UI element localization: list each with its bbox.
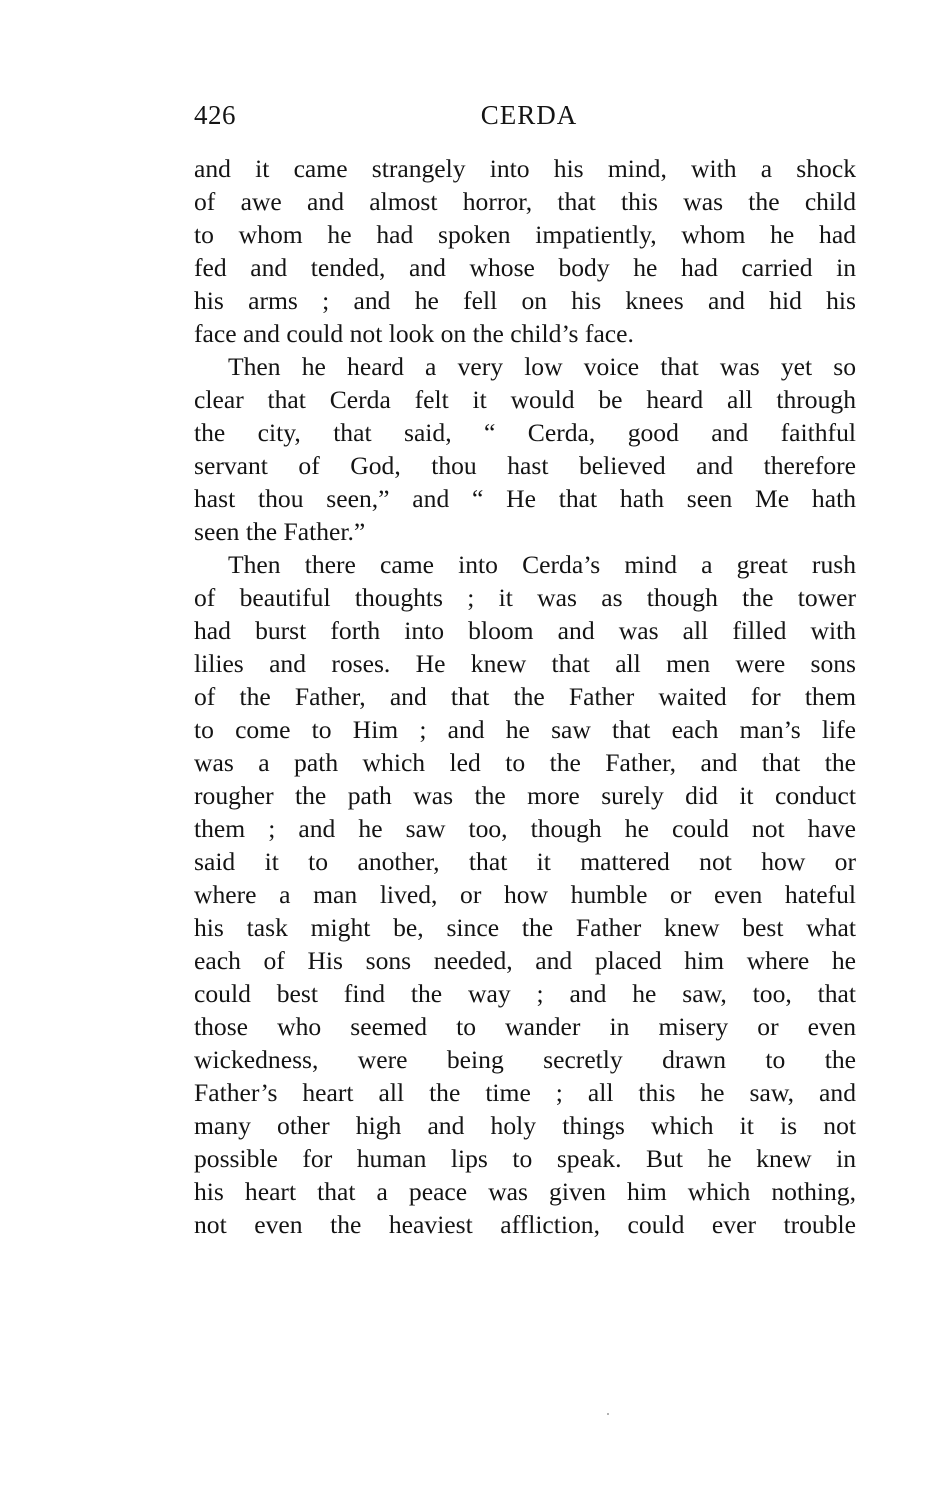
text-line: each of His sons needed, and placed him where he <box>194 946 856 975</box>
text-line: fed and tended, and whose body he had carried in <box>194 253 856 282</box>
text-line: his task might be, since the Father knew best what <box>194 913 856 942</box>
text-line: hast thou seen,” and “ He that hath seen Me hath <box>194 484 856 513</box>
text-line: of the Father, and that the Father waited for them <box>194 682 856 711</box>
text-line: the city, that said, “ Cerda, good and faithful <box>194 418 856 447</box>
running-head <box>194 98 856 132</box>
text-line: servant of God, thou hast believed and therefore <box>194 451 856 480</box>
body-text <box>194 152 856 1241</box>
text-line: clear that Cerda felt it would be heard all through <box>194 385 856 414</box>
text-line: his arms ; and he fell on his knees and hid his <box>194 286 856 315</box>
page-number: 426 <box>194 100 236 130</box>
text-line: rougher the path was the more surely did it conduct <box>194 781 856 810</box>
text-line: face and could not look on the child’s face. <box>194 319 634 348</box>
text-line: many other high and holy things which it is not <box>194 1111 856 1140</box>
text-line: Father’s heart all the time ; all this he saw, and <box>194 1078 856 1107</box>
text-line: to whom he had spoken impatiently, whom he had <box>194 220 856 249</box>
paragraph-2 <box>194 350 856 548</box>
text-line: had burst forth into bloom and was all filled with <box>194 616 856 645</box>
text-line: his heart that a peace was given him which nothing, <box>194 1177 856 1206</box>
running-title: CERDA <box>480 100 578 130</box>
text-line: said it to another, that it mattered not how or <box>194 847 856 876</box>
paragraph-1 <box>194 152 856 350</box>
text-line: where a man lived, or how humble or even hateful <box>194 880 856 909</box>
text-line: seen the Father.” <box>194 517 366 546</box>
text-line: was a path which led to the Father, and that the <box>194 748 856 777</box>
text-line: Then there came into Cerda’s mind a great rush <box>228 550 856 579</box>
text-line: wickedness, were being secretly drawn to the <box>194 1045 856 1074</box>
text-line: of awe and almost horror, that this was the child <box>194 187 856 216</box>
scan-speck <box>607 1413 609 1415</box>
text-line: those who seemed to wander in misery or even <box>194 1012 856 1041</box>
text-line: to come to Him ; and he saw that each man’s life <box>194 715 856 744</box>
text-line: lilies and roses. He knew that all men were sons <box>194 649 856 678</box>
text-line: Then he heard a very low voice that was yet so <box>228 352 856 381</box>
text-line: them ; and he saw too, though he could not have <box>194 814 856 843</box>
text-line: and it came strangely into his mind, with a shock <box>194 154 856 183</box>
text-line: not even the heaviest affliction, could ever trouble <box>194 1210 856 1239</box>
text-line: possible for human lips to speak. But he knew in <box>194 1144 856 1173</box>
text-line: of beautiful thoughts ; it was as though the tower <box>194 583 856 612</box>
text-line: could best find the way ; and he saw, too, that <box>194 979 856 1008</box>
paragraph-3 <box>194 548 856 1241</box>
